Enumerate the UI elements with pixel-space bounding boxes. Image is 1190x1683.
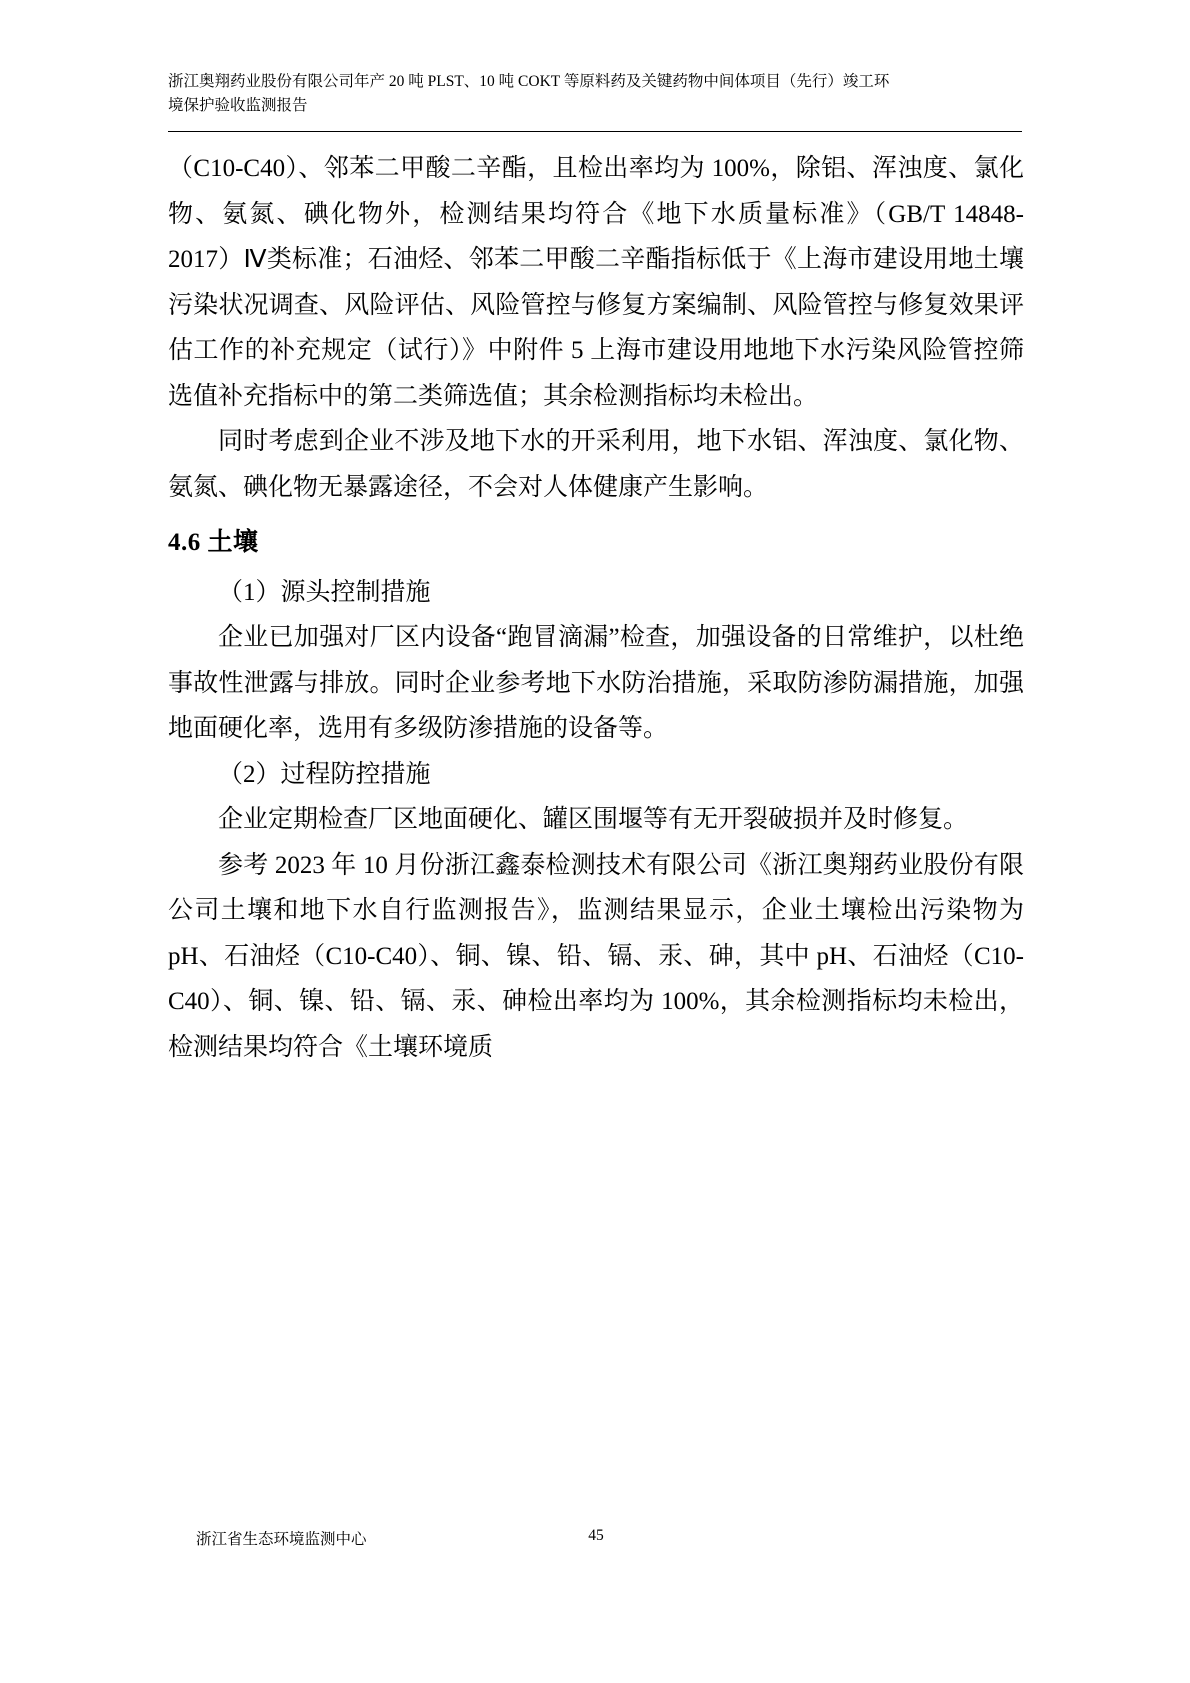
header-line-1: 浙江奥翔药业股份有限公司年产 20 吨 PLST、10 吨 COKT 等原料药及关键药物中间体项目（先行）竣工环	[168, 73, 890, 90]
header-divider	[168, 131, 1022, 132]
page-header	[168, 70, 1022, 118]
paragraph-exposure-note: 同时考虑到企业不涉及地下水的开采利用，地下水铝、浑浊度、氯化物、氨氮、碘化物无暴露途径，不会对人体健康产生影响。	[168, 428, 1024, 501]
paragraph-process-control: 企业定期检查厂区地面硬化、罐区围堰等有无开裂破损并及时修复。	[218, 806, 969, 833]
header-line-2: 境保护验收监测报告	[168, 97, 308, 115]
section-heading-soil: 4.6 土壤	[168, 529, 259, 556]
subitem-source-control-title: （1）源头控制措施	[218, 578, 431, 606]
document-body	[168, 146, 1024, 1070]
subitem-process-control-title: （2）过程防控措施	[218, 760, 431, 788]
paragraph-groundwater-results: （C10-C40）、邻苯二甲酸二辛酯，且检出率均为 100%，除铝、浑浊度、氯化物、氨氮、碘化物外，检测结果均符合《地下水质量标准》（GB/T 14848-2017）Ⅳ类标准；石油烃、邻苯二甲酸二辛酯指标低于《上海市建设用地土壤污染状况调查、风险评估、风险管控与修复方案编制、风险管控与修复效果评估工作的补充规定（试行）》中附件 5 上海市建设用地地下水污染风险管控筛选值补充指标中的第二类筛选值；其余检测指标均未检出。	[168, 155, 1024, 410]
paragraph-source-control: 企业已加强对厂区内设备“跑冒滴漏”检查，加强设备的日常维护，以杜绝事故性泄露与排放。同时企业参考地下水防治措施，采取防渗防漏措施，加强地面硬化率，选用有多级防渗措施的设备等。	[168, 624, 1024, 742]
paragraph-monitoring-reference: 参考 2023 年 10 月份浙江鑫泰检测技术有限公司《浙江奥翔药业股份有限公司土壤和地下水自行监测报告》，监测结果显示，企业土壤检出污染物为 pH、石油烃（C10-C40）、铜、镍、铅、镉、汞、砷，其中 pH、石油烃（C10-C40）、铜、镍、铅、镉、汞、砷检出率均为 100%，其余检测指标均未检出，检测结果均符合《土壤环境质	[168, 851, 1024, 1061]
footer-page-number: 45	[588, 1527, 604, 1544]
footer-organization: 浙江省生态环境监测中心	[196, 1531, 367, 1548]
